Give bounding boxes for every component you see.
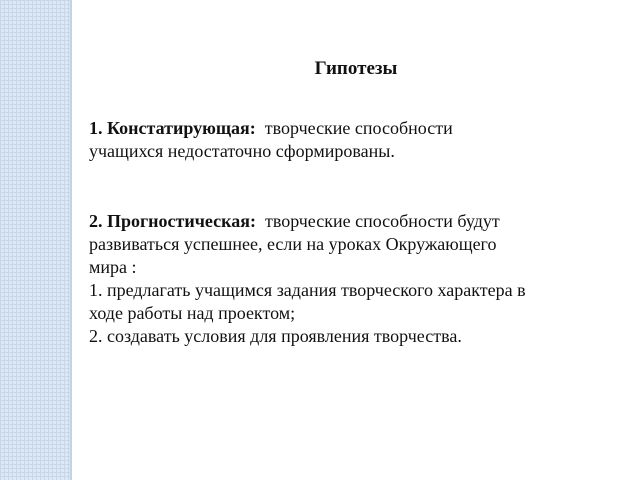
hypothesis-term: 1. Констатирующая: [89,118,256,138]
slide-title: Гипотезы [314,58,398,79]
hypothesis-line-1 [89,210,629,233]
hypothesis-prognostic [89,210,629,348]
hypothesis-line-1 [89,117,629,140]
condition-item: 1. предлагать учащимся задания творческого характера в [89,280,526,300]
hypothesis-term: 2. Прогностическая: [89,211,256,231]
hypothesis-ascertaining [89,117,629,163]
hypothesis-text: развиваться успешнее, если на уроках Окружающего [89,234,497,254]
decorative-side-strip [0,0,70,480]
hypothesis-text: творческие способности будут [264,211,500,231]
condition-item: 2. создавать условия для проявления творчества. [89,326,462,346]
hypothesis-text: мира : [89,257,137,277]
hypothesis-text: учащихся недостаточно сформированы. [89,141,395,161]
hypothesis-text: творческие способности [264,118,453,138]
condition-item: ходе работы над проектом; [89,303,296,323]
